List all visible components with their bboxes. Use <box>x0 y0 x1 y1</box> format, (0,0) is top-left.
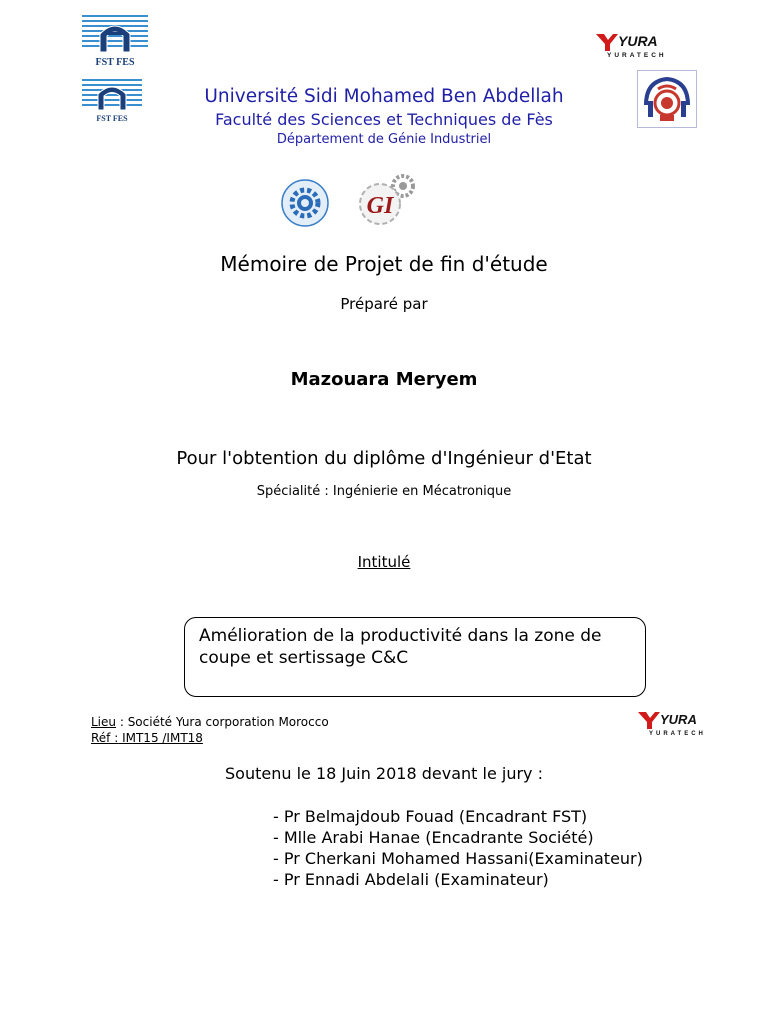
jury-member: - Pr Belmajdoub Fouad (Encadrant FST) <box>273 807 588 826</box>
intitule-label: Intitulé <box>357 553 411 571</box>
jury-member: - Pr Cherkani Mohamed Hassani(Examinateur) <box>273 849 643 868</box>
ref-line <box>91 731 203 745</box>
gi-logo <box>358 172 424 230</box>
speciality-line: Spécialité : Ingénierie en Mécatronique <box>256 484 512 499</box>
jury-list <box>273 806 643 890</box>
lieu-line <box>91 715 329 729</box>
subject-box <box>184 617 646 697</box>
yura-sub-bottom: YURATECH <box>649 731 706 737</box>
diploma-line: Pour l'obtention du diplôme d'Ingénieur d'Etat <box>176 448 592 469</box>
jury-member: - Mlle Arabi Hanae (Encadrante Société) <box>273 828 594 847</box>
lieu-label: Lieu <box>91 715 117 729</box>
fst-caption-top: FST FES <box>95 57 135 68</box>
defense-line: Soutenu le 18 Juin 2018 devant le jury : <box>225 764 543 783</box>
yura-brand-top: YURA <box>618 33 658 49</box>
faculty-name: Faculté des Sciences et Techniques de Fès <box>215 110 553 129</box>
author-name: Mazouara Meryem <box>290 369 478 390</box>
lieu-value: : Société Yura corporation Morocco <box>116 715 329 729</box>
yura-logo-bottom <box>636 708 712 738</box>
mechatronics-gear-logo <box>280 178 330 228</box>
jury-member: - Pr Ennadi Abdelali (Examinateur) <box>273 870 549 889</box>
fst-fes-logo-top <box>82 12 148 68</box>
yura-logo-top <box>594 30 676 60</box>
memoire-title: Mémoire de Projet de fin d'étude <box>220 252 548 276</box>
subject-line-2: coupe et sertissage C&C <box>199 648 409 668</box>
yura-sub-top: YURATECH <box>607 52 667 59</box>
fst-caption-bottom: FST FES <box>96 114 128 123</box>
subject-line-1: Amélioration de la productivité dans la zone de <box>199 626 602 646</box>
prepared-by: Préparé par <box>340 295 428 313</box>
gi-text: GI <box>366 193 394 219</box>
department-name: Département de Génie Industriel <box>276 132 492 147</box>
yura-brand-bottom: YURA <box>660 712 697 727</box>
ref-label: Réf : <box>91 731 119 745</box>
ref-value: IMT15 /IMT18 <box>118 731 203 745</box>
university-name: Université Sidi Mohamed Ben Abdellah <box>204 86 564 107</box>
